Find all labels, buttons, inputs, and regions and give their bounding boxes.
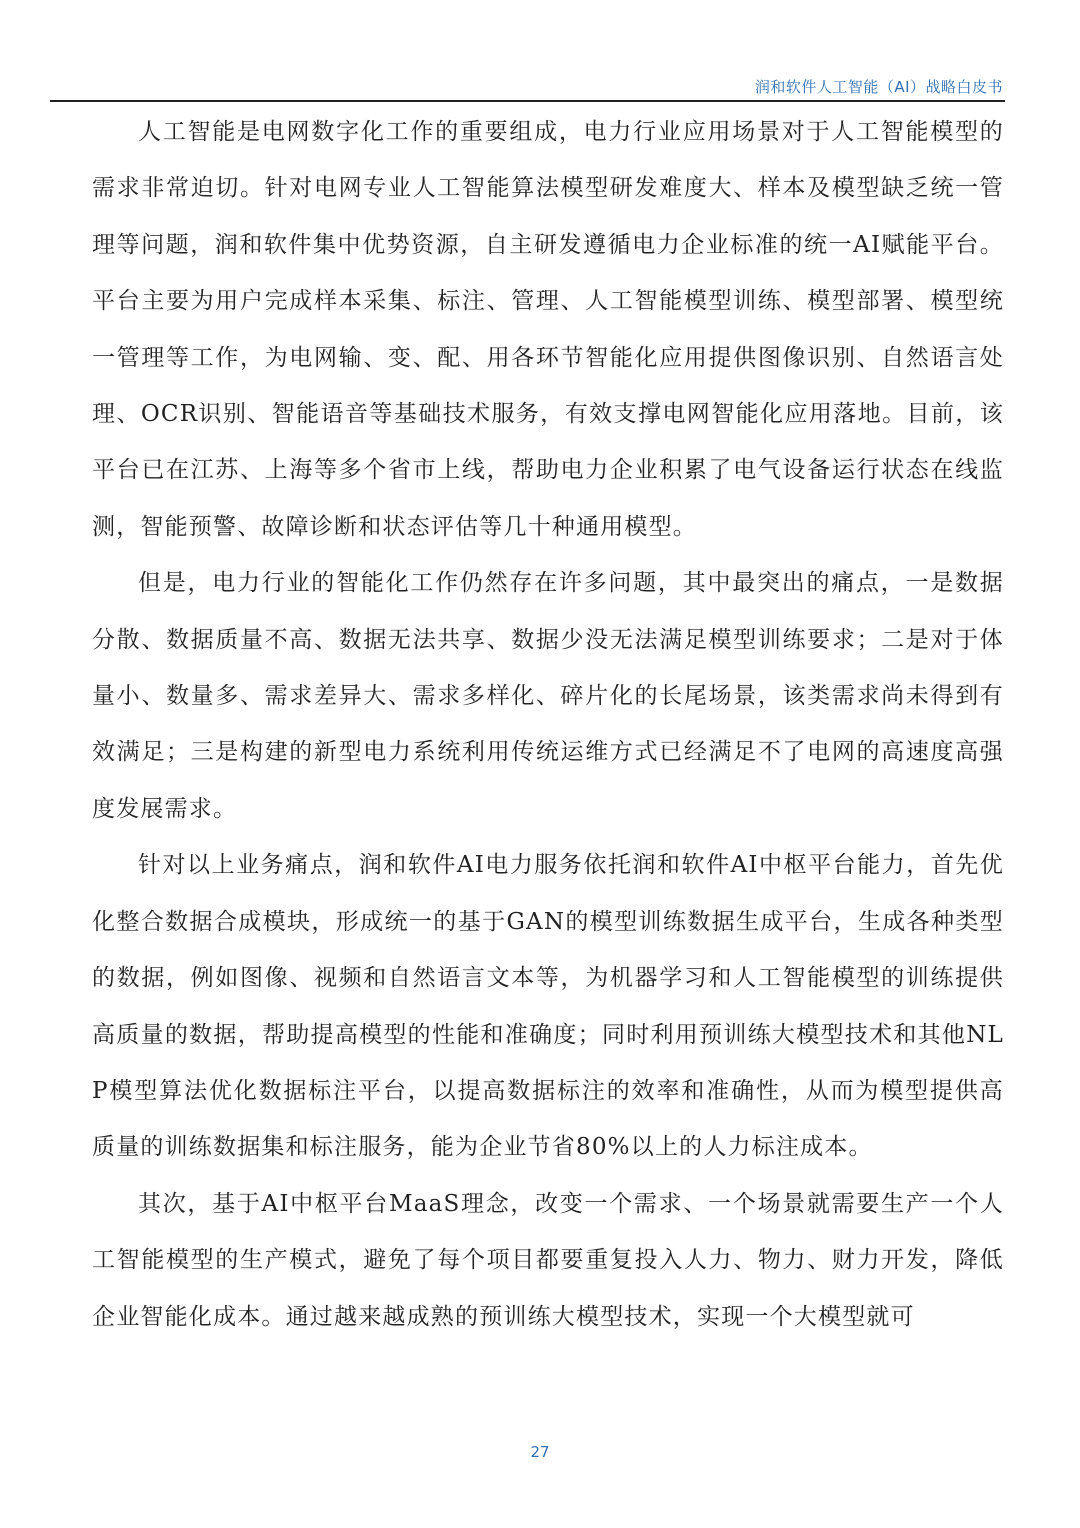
body-text <box>92 104 1004 1345</box>
page-header <box>50 76 1005 102</box>
paragraph: 针对以上业务痛点，润和软件AI电力服务依托润和软件AI中枢平台能力，首先优化整合数据合成模块，形成统一的基于GAN的模型训练数据生成平台，生成各种类型的数据，例如图像、视频和自然语言文本等，为机器学习和人工智能模型的训练提供高质量的数据，帮助提高模型的性能和准确度；同时利用预训练大模型技术和其他NLP模型算法优化数据标注平台，以提高数据标注的效率和准确性，从而为模型提供高质量的训练数据集和标注服务，能为企业节省80%以上的人力标注成本。 <box>92 852 1004 1161</box>
header-title: 润和软件人工智能（AI）战略白皮书 <box>754 78 1003 96</box>
page-number: 27 <box>530 1443 550 1461</box>
paragraph: 其次，基于AI中枢平台MaaS理念，改变一个需求、一个场景就需要生产一个人工智能模型的生产模式，避免了每个项目都要重复投入人力、物力、财力开发，降低企业智能化成本。通过越来越成熟的预训练大模型技术，实现一个大模型就可 <box>92 1190 1004 1330</box>
paragraph: 人工智能是电网数字化工作的重要组成，电力行业应用场景对于人工智能模型的需求非常迫切。针对电网专业人工智能算法模型研发难度大、样本及模型缺乏统一管理等问题，润和软件集中优势资源，自主研发遵循电力企业标准的统一AI赋能平台。平台主要为用户完成样本采集、标注、管理、人工智能模型训练、模型部署、模型统一管理等工作，为电网输、变、配、用各环节智能化应用提供图像识别、自然语言处理、OCR识别、智能语音等基础技术服务，有效支撑电网智能化应用落地。目前，该平台已在江苏、上海等多个省市上线，帮助电力企业积累了电气设备运行状态在线监测，智能预警、故障诊断和状态评估等几十种通用模型。 <box>92 119 1004 540</box>
paragraph: 但是，电力行业的智能化工作仍然存在许多问题，其中最突出的痛点，一是数据分散、数据质量不高、数据无法共享、数据少没无法满足模型训练要求；二是对于体量小、数量多、需求差异大、需求多样化、碎片化的长尾场景，该类需求尚未得到有效满足；三是构建的新型电力系统利用传统运维方式已经满足不了电网的高速度高强度发展需求。 <box>92 570 1004 822</box>
